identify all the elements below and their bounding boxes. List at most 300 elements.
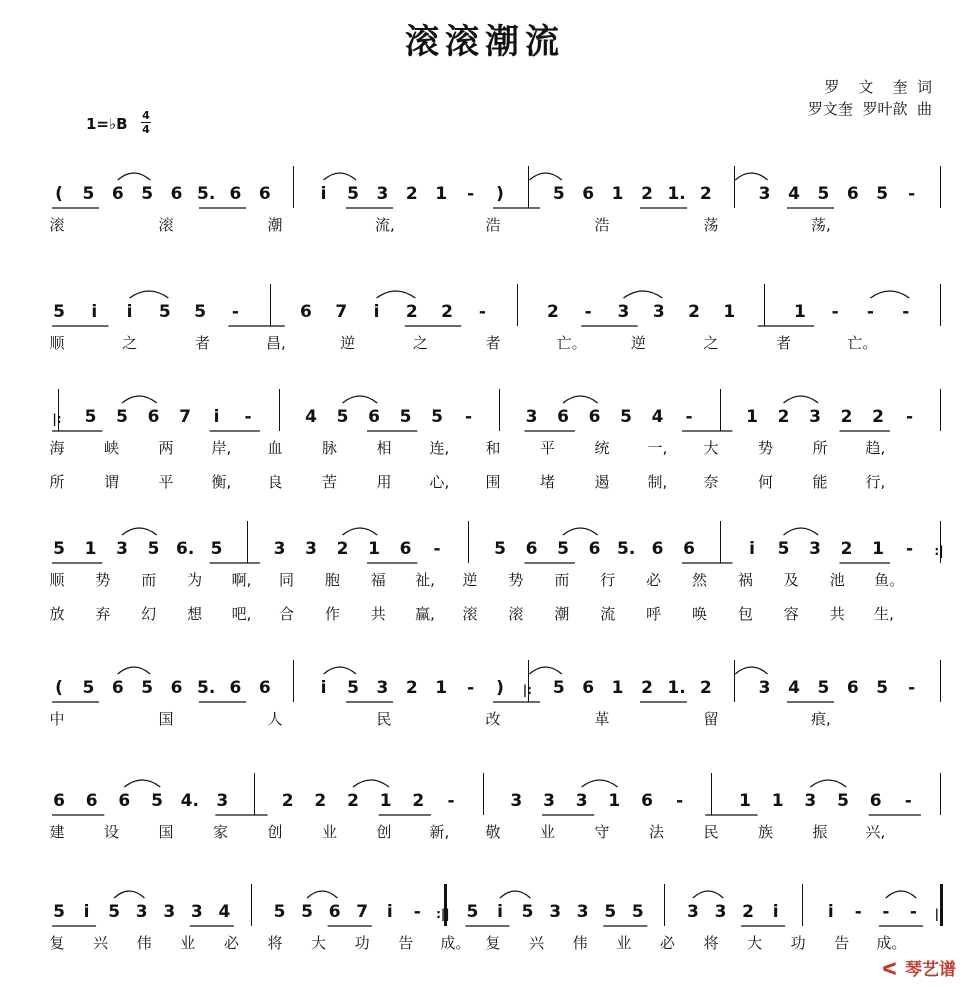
- note: 3: [543, 791, 555, 811]
- lyric-char: 者: [776, 334, 792, 352]
- note: -: [464, 407, 473, 427]
- lyric-char: 之: [412, 334, 428, 352]
- lyric-char: 能: [812, 473, 828, 491]
- lyric-char: 相: [376, 439, 392, 457]
- note: 6: [582, 678, 595, 698]
- note: 1.: [667, 184, 686, 204]
- lyric-char: 行: [600, 571, 616, 589]
- note: 4: [305, 407, 317, 427]
- barline: [734, 166, 735, 208]
- note: 5: [777, 539, 790, 559]
- lyric-char: 浩: [485, 216, 501, 234]
- note: 3: [525, 407, 538, 427]
- barline: [293, 660, 294, 702]
- note: 3: [617, 302, 630, 322]
- lyric-char: 改: [485, 710, 501, 728]
- note: 1: [771, 791, 784, 811]
- lyric-char: 顺: [49, 334, 65, 352]
- note: -: [685, 407, 693, 427]
- note: 5: [631, 902, 644, 922]
- lyric-char: 兴: [93, 934, 109, 952]
- logo-mark-icon: ᐸ: [882, 960, 898, 980]
- barline: [293, 166, 294, 208]
- lyric-char: 苦: [321, 473, 337, 491]
- barline: [802, 884, 803, 926]
- note: 5: [53, 902, 65, 922]
- lyric-char: 业: [539, 823, 555, 841]
- lyric-char: 流,: [375, 216, 395, 234]
- note: -: [904, 791, 912, 811]
- logo-text: 琴艺谱: [905, 960, 956, 980]
- lyric-char: 建: [49, 823, 65, 841]
- lyric-char: 将: [703, 934, 719, 952]
- note: 5: [151, 791, 163, 811]
- note: 6: [328, 902, 341, 922]
- barline: [720, 389, 721, 431]
- note: 6: [368, 407, 380, 427]
- lyric-char: 统: [594, 439, 610, 457]
- note: 6: [111, 184, 124, 204]
- lyric-char: 势: [757, 439, 773, 457]
- lyric-line: [0, 437, 970, 459]
- note: 5: [604, 902, 617, 922]
- note: 1: [793, 302, 806, 322]
- lyric-char: 成。: [440, 934, 471, 952]
- note: 2: [441, 302, 453, 322]
- note: ): [496, 678, 504, 698]
- lyric-char: 平: [539, 439, 555, 457]
- note: 3: [809, 407, 821, 427]
- note: 5.: [197, 678, 216, 698]
- lyric-char: 滚: [462, 605, 478, 623]
- note: 1.: [667, 678, 686, 698]
- note: 5: [347, 678, 359, 698]
- note: i: [320, 678, 327, 698]
- note: i: [772, 902, 779, 922]
- note: i: [386, 902, 393, 922]
- note: 4.: [180, 791, 199, 811]
- lyric-char: 创: [376, 823, 392, 841]
- lyric-char: 趋,: [865, 439, 886, 457]
- note: -: [433, 539, 441, 559]
- lyric-char: 共: [370, 605, 386, 623]
- note: 2: [641, 184, 653, 204]
- note: 6: [557, 407, 569, 427]
- note: 6: [258, 678, 271, 698]
- lyric-char: 告: [834, 934, 850, 952]
- note: 1: [435, 184, 448, 204]
- lyric-char: 祸: [737, 571, 753, 589]
- repeat-sign: ||: [934, 907, 944, 921]
- note: 1: [368, 539, 380, 559]
- note-row: [0, 537, 970, 561]
- note: ): [496, 184, 504, 204]
- lyric-char: 赢,: [415, 605, 435, 623]
- note-row: [0, 405, 970, 429]
- note: 2: [688, 302, 700, 322]
- lyric-char: 成。: [876, 934, 907, 952]
- note: 4: [218, 902, 231, 922]
- time-signature-bottom: 4: [142, 123, 150, 136]
- lyric-char: 荡,: [811, 216, 831, 234]
- barline: [940, 660, 941, 702]
- barline: [734, 660, 735, 702]
- note: 5: [82, 678, 95, 698]
- barline: [254, 773, 255, 815]
- note: 5: [158, 302, 171, 322]
- lyric-char: 大: [703, 439, 719, 457]
- lyric-char: 血: [267, 439, 283, 457]
- note: 2: [405, 184, 418, 204]
- note: 5: [876, 678, 889, 698]
- note: 1: [379, 791, 392, 811]
- note: 6: [582, 184, 595, 204]
- lyric-char: 设: [103, 823, 119, 841]
- note: 7: [179, 407, 191, 427]
- note: 2: [281, 791, 294, 811]
- note: i: [83, 902, 90, 922]
- note: 2: [742, 902, 754, 922]
- note: -: [231, 302, 239, 322]
- note: 5: [521, 902, 534, 922]
- barline: [528, 166, 529, 208]
- lyric-char: 业: [180, 934, 196, 952]
- barline: [468, 521, 469, 563]
- note: 2: [777, 407, 790, 427]
- note: 3: [758, 678, 771, 698]
- note: 5: [552, 184, 565, 204]
- lyric-char: 谓: [103, 473, 119, 491]
- note: -: [447, 791, 455, 811]
- note: 2: [872, 407, 884, 427]
- lyric-char: 弃: [95, 605, 111, 623]
- lyric-char: 脉: [321, 439, 337, 457]
- note-row: [0, 676, 970, 700]
- note: 1: [739, 791, 751, 811]
- lyric-char: 潮: [554, 605, 570, 623]
- note: 5: [147, 539, 160, 559]
- lyric-char: 用: [376, 473, 392, 491]
- note: 3: [687, 902, 699, 922]
- lyric-char: 大: [311, 934, 327, 952]
- lyric-char: 而: [141, 571, 157, 589]
- lyric-char: 围: [485, 473, 501, 491]
- note: 6: [399, 539, 412, 559]
- key-signature: 1=♭B: [86, 115, 128, 133]
- lyric-char: 兴,: [865, 823, 886, 841]
- barline: [711, 773, 712, 815]
- repeat-sign: |:: [52, 412, 62, 426]
- note: i: [749, 539, 755, 559]
- note: 3: [135, 902, 148, 922]
- lyric-char: 良: [267, 473, 283, 491]
- note: -: [478, 302, 486, 322]
- note: 6: [641, 791, 653, 811]
- lyric-char: 逆: [462, 571, 478, 589]
- lyric-char: 复: [485, 934, 501, 952]
- note: -: [467, 678, 475, 698]
- repeat-sign: :|: [934, 544, 944, 558]
- lyric-char: 将: [267, 934, 283, 952]
- lyric-char: 必: [223, 934, 239, 952]
- lyric-char: 两: [158, 439, 174, 457]
- note: 3: [652, 302, 665, 322]
- lyric-char: 族: [757, 823, 773, 841]
- note: 5: [466, 902, 479, 922]
- lyric-char: 奈: [703, 473, 719, 491]
- note: 2: [546, 302, 559, 322]
- note: 5: [336, 407, 349, 427]
- lyric-char: 功: [354, 934, 370, 952]
- lyric-char: 顺: [49, 571, 65, 589]
- lyric-char: 留: [703, 710, 719, 728]
- note: i: [497, 902, 503, 922]
- lyric-char: 滚: [508, 605, 524, 623]
- lyric-char: 所: [812, 439, 828, 457]
- note: 3: [804, 791, 817, 811]
- lyric-char: 岸,: [211, 439, 232, 457]
- note: (: [55, 184, 63, 204]
- note: 5.: [197, 184, 216, 204]
- note: 4: [788, 678, 800, 698]
- note: 5: [53, 539, 65, 559]
- note: 6: [111, 678, 124, 698]
- lyric-char: 及: [783, 571, 799, 589]
- lyric-char: 连,: [429, 439, 450, 457]
- lyric-char: 法: [648, 823, 664, 841]
- lyric-char: 民: [376, 710, 392, 728]
- note: -: [905, 539, 914, 559]
- composer-credit: 罗文奎 罗叶歆 曲: [807, 100, 932, 118]
- note: 5.: [617, 539, 636, 559]
- lyric-char: 生,: [874, 605, 894, 623]
- lyric-line: [0, 708, 970, 730]
- lyric-char: 包: [737, 605, 753, 623]
- lyric-char: 而: [554, 571, 570, 589]
- barline: [251, 884, 252, 926]
- note: 5: [194, 302, 207, 322]
- note: 6: [869, 791, 882, 811]
- note: 1: [746, 407, 758, 427]
- barline: [940, 166, 941, 208]
- barline: [940, 389, 941, 431]
- note: 5: [141, 678, 154, 698]
- lyric-line: [0, 471, 970, 493]
- note: i: [126, 302, 133, 322]
- lyric-char: 振: [812, 823, 828, 841]
- note: -: [854, 902, 862, 922]
- note: 5: [399, 407, 412, 427]
- lyric-char: 逆: [630, 334, 646, 352]
- note: 5: [347, 184, 359, 204]
- note: 2: [405, 678, 418, 698]
- note: -: [908, 678, 916, 698]
- note: 3: [305, 539, 317, 559]
- note: -: [584, 302, 592, 322]
- time-signature-top: 4: [142, 109, 150, 122]
- lyric-char: 作: [324, 605, 340, 623]
- note: 3: [116, 539, 128, 559]
- lyric-char: 然: [692, 571, 708, 589]
- note: 6: [170, 678, 183, 698]
- note: -: [909, 902, 917, 922]
- lyricist-credit: 罗 文 奎 词: [824, 78, 932, 96]
- note: 5: [210, 539, 223, 559]
- note: 1: [611, 184, 624, 204]
- note: 5: [817, 184, 830, 204]
- lyric-char: 想: [187, 605, 203, 623]
- note: i: [91, 302, 98, 322]
- note: 6: [651, 539, 664, 559]
- lyric-char: 峡: [103, 439, 119, 457]
- note: 1: [611, 678, 624, 698]
- note: -: [676, 791, 684, 811]
- lyric-char: 心,: [429, 473, 450, 491]
- lyric-char: 何: [757, 473, 773, 491]
- lyric-char: 遏: [594, 473, 610, 491]
- note: 5: [82, 184, 95, 204]
- note: 1: [872, 539, 884, 559]
- note: 6: [683, 539, 695, 559]
- lyric-char: 制,: [647, 473, 668, 491]
- note: 3: [273, 539, 286, 559]
- note: -: [882, 902, 890, 922]
- lyric-line: [0, 821, 970, 843]
- note: 1: [435, 678, 448, 698]
- note: 6: [85, 791, 98, 811]
- lyric-char: 者: [485, 334, 501, 352]
- note: -: [244, 407, 252, 427]
- repeat-sign: |:: [522, 683, 532, 697]
- note: 3: [576, 902, 589, 922]
- lyric-char: 之: [703, 334, 719, 352]
- lyric-char: 滚: [49, 216, 65, 234]
- barline: [720, 521, 721, 563]
- note: -: [413, 902, 421, 922]
- lyric-char: 兴: [529, 934, 545, 952]
- note: 5: [494, 539, 506, 559]
- barline: [940, 773, 941, 815]
- barline: [664, 884, 665, 926]
- note: 5: [557, 539, 569, 559]
- note: 6.: [176, 539, 195, 559]
- barline: [247, 521, 248, 563]
- note: -: [908, 184, 916, 204]
- note: 7: [335, 302, 348, 322]
- lyric-char: 行,: [865, 473, 886, 491]
- lyric-char: 吧,: [231, 605, 252, 623]
- barline: [517, 284, 518, 326]
- lyric-char: 池: [829, 571, 845, 589]
- note: 1: [723, 302, 736, 322]
- note: 5: [53, 302, 65, 322]
- lyric-line: [0, 214, 970, 236]
- lyric-char: 胞: [324, 571, 340, 589]
- barline: [764, 284, 765, 326]
- lyric-char: 呼: [646, 605, 662, 623]
- note: 3: [758, 184, 771, 204]
- note: 5: [301, 902, 313, 922]
- note: 6: [229, 184, 242, 204]
- note-row: [0, 789, 970, 813]
- lyric-char: 痕,: [811, 710, 831, 728]
- note: 3: [163, 902, 176, 922]
- note: 3: [575, 791, 588, 811]
- note: i: [320, 184, 327, 204]
- lyric-char: 势: [95, 571, 111, 589]
- note: 5: [141, 184, 154, 204]
- barline: [279, 389, 280, 431]
- note: 7: [356, 902, 369, 922]
- note: 5: [552, 678, 565, 698]
- song-title: 滚滚潮流: [405, 22, 565, 62]
- note: 5: [620, 407, 632, 427]
- lyric-char: 浩: [594, 216, 610, 234]
- barline: [940, 284, 941, 326]
- lyric-char: 之: [122, 334, 138, 352]
- note: 6: [846, 678, 859, 698]
- lyric-char: 创: [267, 823, 283, 841]
- barline: [499, 389, 500, 431]
- note: 6: [53, 791, 65, 811]
- note: 2: [412, 791, 425, 811]
- lyric-char: 者: [194, 334, 210, 352]
- lyric-char: 人: [267, 710, 283, 728]
- lyric-char: 逆: [340, 334, 356, 352]
- note: -: [905, 407, 914, 427]
- note: 5: [84, 407, 97, 427]
- note: -: [831, 302, 839, 322]
- note: -: [866, 302, 874, 322]
- lyric-line: [0, 332, 970, 354]
- note: 5: [273, 902, 286, 922]
- lyric-char: 衡,: [211, 473, 232, 491]
- note: 2: [699, 184, 712, 204]
- note: 6: [118, 791, 131, 811]
- note: i: [373, 302, 380, 322]
- lyric-line: [0, 569, 970, 591]
- lyric-char: 祉,: [415, 571, 435, 589]
- note: 6: [147, 407, 160, 427]
- lyric-char: 告: [398, 934, 414, 952]
- note: 2: [840, 539, 853, 559]
- lyric-line: [0, 603, 970, 625]
- barline: [270, 284, 271, 326]
- note: 6: [846, 184, 859, 204]
- note: 6: [170, 184, 183, 204]
- lyric-char: 同: [278, 571, 294, 589]
- note: 2: [641, 678, 653, 698]
- lyric-char: 国: [158, 823, 174, 841]
- note: 5: [876, 184, 889, 204]
- lyric-char: 业: [321, 823, 337, 841]
- note: 1: [84, 539, 97, 559]
- note: -: [467, 184, 475, 204]
- note: 5: [116, 407, 128, 427]
- lyric-char: 潮: [267, 216, 283, 234]
- lyric-char: 一,: [647, 439, 668, 457]
- lyric-char: 昌,: [266, 334, 286, 352]
- lyric-char: 必: [659, 934, 675, 952]
- note: 4: [651, 407, 664, 427]
- note: 3: [809, 539, 821, 559]
- note-row: [0, 300, 970, 324]
- note: 2: [336, 539, 349, 559]
- note-row: [0, 900, 970, 924]
- lyric-char: 滚: [158, 216, 174, 234]
- note: 5: [108, 902, 121, 922]
- lyric-char: 敬: [485, 823, 501, 841]
